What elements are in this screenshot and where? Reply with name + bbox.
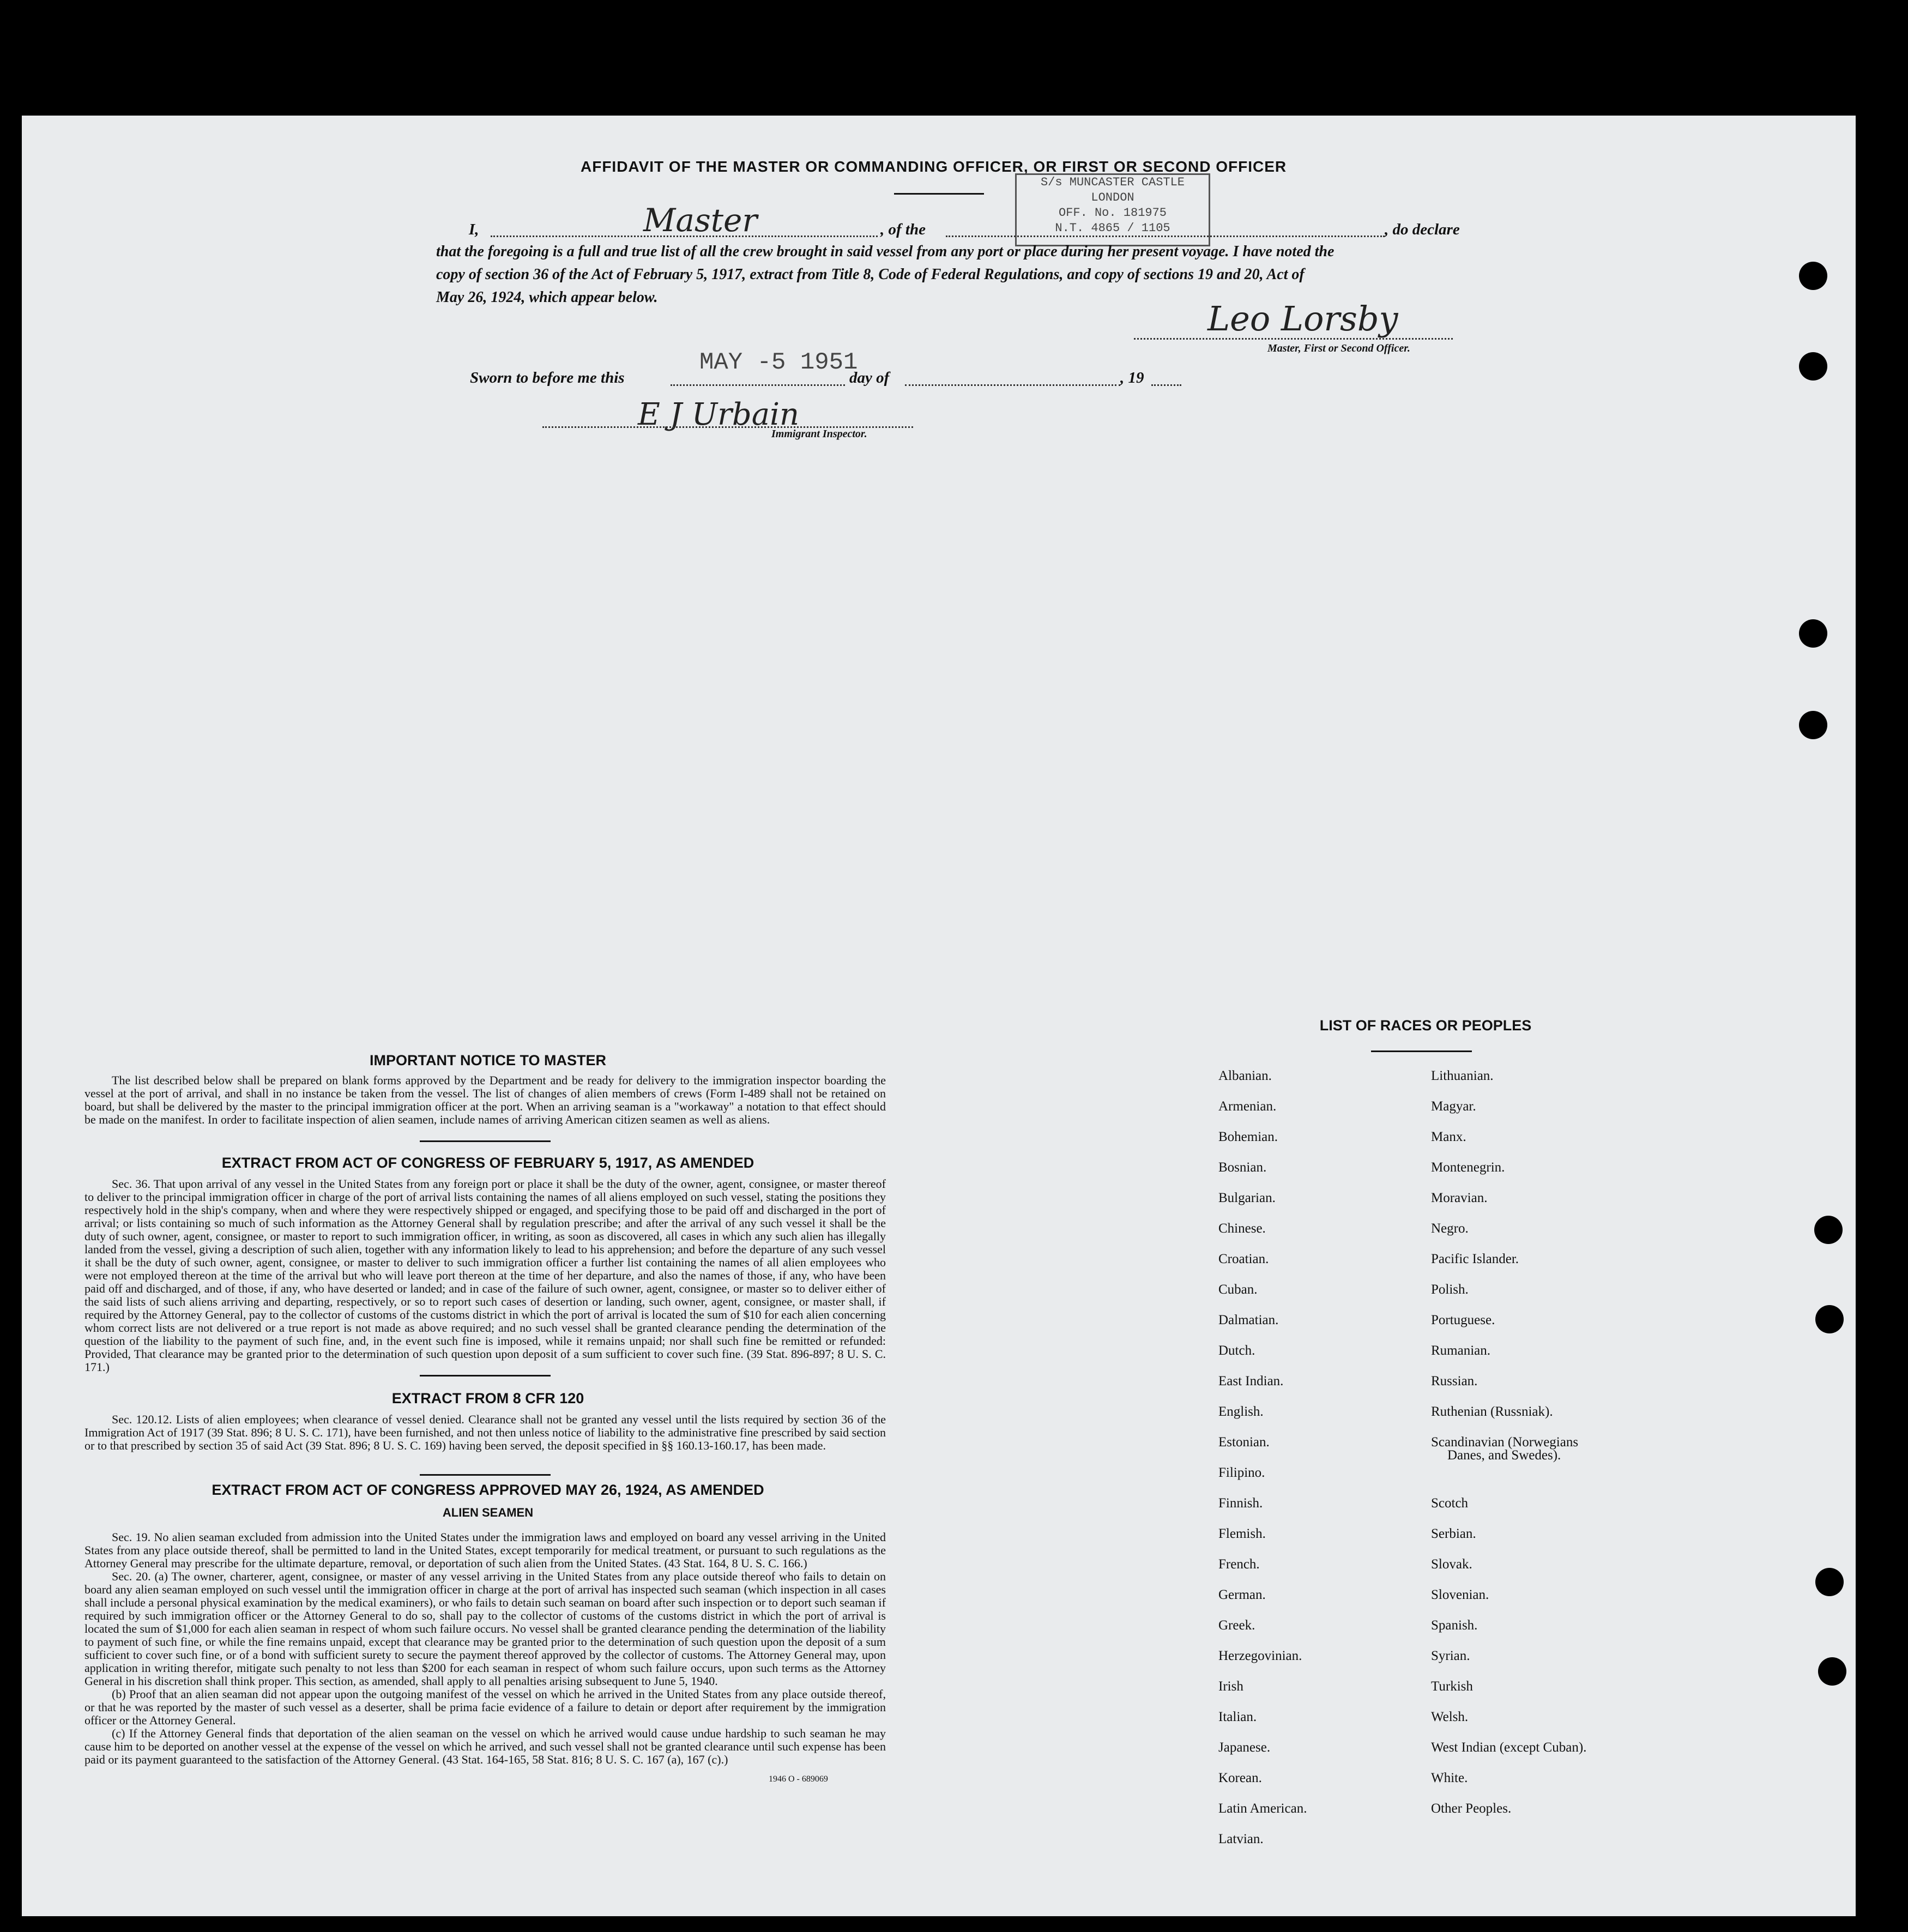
races-heading: LIST OF RACES OR PEOPLES bbox=[1319, 1017, 1532, 1034]
rule-1 bbox=[420, 1140, 551, 1142]
extract-cfr-body bbox=[84, 1413, 886, 1452]
stamp-line-2: LONDON bbox=[1091, 191, 1134, 204]
race-item: Scotch bbox=[1431, 1496, 1469, 1511]
sworn-day-of: day of bbox=[849, 369, 890, 387]
vessel-blank bbox=[946, 236, 1385, 237]
binder-hole bbox=[1815, 1305, 1844, 1333]
handwritten-name: Master bbox=[643, 202, 758, 239]
affidavit-title: AFFIDAVIT OF THE MASTER OR COMMANDING OFFICER, OR FIRST OR SECOND OFFICER bbox=[581, 158, 1287, 175]
sworn-label: Sworn to before me this bbox=[470, 369, 625, 387]
race-item: Cuban. bbox=[1218, 1282, 1258, 1297]
sworn-year: , 19 bbox=[1120, 369, 1144, 387]
race-item: Finnish. bbox=[1218, 1496, 1263, 1511]
race-item: Lithuanian. bbox=[1431, 1068, 1494, 1083]
extract-1917-heading: EXTRACT FROM ACT OF CONGRESS OF FEBRUARY 5, 1917, AS AMENDED bbox=[221, 1155, 754, 1171]
sec-20c-text: (c) If the Attorney General finds that deportation of the alien seaman on the vessel on which he arrived would cause undue hardship to such seaman he may cause him to be deported on another vessel at the expense of the vessel on which he arrived, and such vessel shall not be granted clearance until such expense has been paid or its payment guaranteed to the satisfaction of the Attorney General. (43 Stat. 164-165, 58 Stat. 816; 8 U. S. C. 167 (a), 167 (c).) bbox=[84, 1726, 886, 1766]
sworn-year-blank bbox=[1151, 384, 1181, 386]
sec-20b-text: (b) Proof that an alien seaman did not appear upon the outgoing manifest of the vessel on which he arrived in the United States from any place outside thereof, or that he was reported by the master of such vessel as a deserter, shall be prima facie evidence of a failure to detain or deport after requirement by the immigration officer or the Attorney General. bbox=[84, 1687, 886, 1727]
affidavit-i: I, bbox=[469, 221, 479, 238]
date-stamp: MAY -5 1951 bbox=[699, 349, 858, 376]
affidavit-line-3: copy of section 36 of the Act of February 5, 1917, extract from Title 8, Code of Federal Regulations, and copy of sections 19 and 20, Act of bbox=[436, 266, 1305, 283]
binder-hole bbox=[1815, 1568, 1844, 1596]
notice-body bbox=[84, 1074, 886, 1126]
race-item: Albanian. bbox=[1218, 1068, 1272, 1083]
race-item: Magyar. bbox=[1431, 1099, 1476, 1114]
race-item: West Indian (except Cuban). bbox=[1431, 1740, 1587, 1755]
stamp-line-4: N.T. 4865 / 1105 bbox=[1055, 221, 1170, 235]
extract-1924-heading: EXTRACT FROM ACT OF CONGRESS APPROVED MAY 26, 1924, AS AMENDED bbox=[212, 1482, 764, 1498]
race-item: Herzegovinian. bbox=[1218, 1649, 1302, 1663]
race-item: Welsh. bbox=[1431, 1710, 1469, 1724]
race-item: Montenegrin. bbox=[1431, 1160, 1505, 1175]
binder-hole bbox=[1799, 262, 1827, 290]
sec-19-text: Sec. 19. No alien seaman excluded from admission into the United States under the immigration laws and employed on board any vessel arriving in the United States from any place outside thereof, shall be permitted to land in the United States, except temporarily for medical treatment, or pursuant to such regulations as the Attorney General may prescribe for the ultimate departure, removal, or deportation of such alien from the United States. (43 Stat. 164, 8 U. S. C. 166.) bbox=[84, 1530, 886, 1570]
binder-hole bbox=[1818, 1657, 1846, 1686]
notice-heading: IMPORTANT NOTICE TO MASTER bbox=[370, 1052, 606, 1068]
extract-1917-text: Sec. 36. That upon arrival of any vessel in the United States from any foreign port or place it shall be the duty of the owner, agent, consignee, or master thereof to deliver to the principal immigration officer in charge of the port of arrival lists containing the names of all aliens employed on such vessel, stating the positions they respectively hold in the ship's company, when and where they were respectively shipped or engaged, and specifying those to be paid off and discharged in the port of arrival; or lists containing so much of such information as the Attorney General shall by regulation prescribe; and after the arrival of any such vessel it shall be the duty of such owner, agent, consignee, or master to report to such immigration officer, in writing, as soon as discovered, all cases in which any such alien has illegally landed from the vessel, giving a description of such alien, together with any information likely to lead to his apprehension; and before the departure of any such vessel it shall be the duty of such owner, agent, consignee, or master to deliver to such immigration officer a further list containing the names of all alien employees who were not employed thereon at the time of the arrival but who will leave port thereon at the time of her departure, and also the names of those, if any, who have been paid off and discharged, and of those, if any, who have deserted or landed; and in case of the failure of such owner, agent, consignee, or master so to deliver either of the said lists of such aliens arriving and departing, respectively, or so to report such cases of desertion or landing, such owner, agent, consignee, or master shall, if required by the Attorney General, pay to the collector of customs of the customs district in which the port of arrival is located the sum of $10 for each alien concerning whom correct lists are not delivered or a true report is not made as above required; and no such vessel shall be granted clearance pending the determination of the question of the liability to the payment of such fine, and, in the event such fine is imposed, while it remains unpaid; nor shall such fine be remitted or refunded: Provided, That clearance may be granted prior to the determination of such question upon deposit of a sum sufficient to cover such fine. (39 Stat. 896-897; 8 U. S. C. 171.) bbox=[84, 1177, 886, 1374]
race-item: Filipino. bbox=[1218, 1465, 1265, 1480]
binder-hole bbox=[1799, 711, 1827, 739]
race-item: Syrian. bbox=[1431, 1649, 1470, 1663]
race-item: English. bbox=[1218, 1404, 1264, 1419]
race-item: Russian. bbox=[1431, 1374, 1478, 1388]
race-item: Irish bbox=[1218, 1679, 1243, 1694]
race-item: Bulgarian. bbox=[1218, 1191, 1276, 1205]
binder-hole bbox=[1814, 1216, 1843, 1244]
race-item: Latvian. bbox=[1218, 1832, 1264, 1846]
master-signature-line bbox=[1134, 338, 1453, 340]
race-item: Japanese. bbox=[1218, 1740, 1271, 1755]
inspector-signature: E J Urbain bbox=[638, 397, 800, 432]
race-item: Negro. bbox=[1431, 1221, 1469, 1236]
race-item: French. bbox=[1218, 1557, 1260, 1572]
extract-cfr-heading: EXTRACT FROM 8 CFR 120 bbox=[391, 1390, 584, 1406]
race-item: Latin American. bbox=[1218, 1801, 1307, 1816]
binder-hole bbox=[1799, 619, 1827, 648]
race-item: Dutch. bbox=[1218, 1343, 1255, 1358]
printer-code: 1946 O - 689069 bbox=[769, 1774, 828, 1784]
extract-1917-body bbox=[84, 1178, 886, 1374]
race-item: Pacific Islander. bbox=[1431, 1252, 1519, 1266]
master-signature: Leo Lorsby bbox=[1207, 299, 1398, 339]
sworn-day-blank bbox=[671, 384, 845, 386]
race-item: Scandinavian (Norwegians bbox=[1431, 1435, 1579, 1450]
race-item: East Indian. bbox=[1218, 1374, 1284, 1388]
title-rule bbox=[894, 193, 984, 195]
race-item: Rumanian. bbox=[1431, 1343, 1491, 1358]
extract-1924-subheading: ALIEN SEAMEN bbox=[442, 1506, 534, 1519]
inspector-caption: Immigrant Inspector. bbox=[771, 428, 867, 440]
notice-text: The list described below shall be prepared on blank forms approved by the Department and be ready for delivery to the immigration inspector boarding the vessel at the port of arrival, and shall in no instance be taken from the vessel. The list of changes of alien members of crews (Form I-489 shall not be retained on board, but shall be delivered by the master to the principal immigration officer at the port. When an arriving seaman is a "workaway" a notation to that effect should be made on the manifest. In order to facilitate inspection of alien seamen, include names of arriving American citizen seamen as well as aliens. bbox=[84, 1073, 886, 1126]
sec-20a-text: Sec. 20. (a) The owner, charterer, agent, consignee, or master of any vessel arriving in the United States from any place outside thereof who fails to detain on board any alien seaman employed on such vessel until the immigration officer in charge at the port of arrival has inspected such seaman (which inspection in all cases shall include a personal physical examination by the medical examiners), or who fails to detain such seaman on board after such inspection or to deport such seaman if required by such immigration officer or the Attorney General to do so, shall pay to the collector of customs of the customs district in which the port of arrival is located the sum of $1,000 for each alien seaman in respect of whom such failure occurs. No vessel shall be granted clearance pending the determination of the liability to payment of such fine, or while the fine remains unpaid, except that clearance may be granted prior to the determination of such question upon the deposit of a sum sufficient to cover such fine, or of a bond with sufficient surety to secure the payment thereof approved by the collector of customs. The Attorney General may, upon application in writing therefor, mitigate such penalty to not less than $200 for each seaman in respect of whom such failure occurs, upon such terms as the Attorney General in his discretion shall think proper. This section, as amended, shall apply to all penalties arising subsequent to June 5, 1940. bbox=[84, 1569, 886, 1688]
binder-hole bbox=[1799, 352, 1827, 381]
rule-2 bbox=[420, 1375, 551, 1376]
stamp-line-3: OFF. No. 181975 bbox=[1058, 206, 1167, 220]
affidavit-declare: , do declare bbox=[1385, 221, 1460, 238]
affidavit-line-4: May 26, 1924, which appear below. bbox=[436, 289, 658, 306]
race-item: Korean. bbox=[1218, 1771, 1262, 1785]
race-item: Turkish bbox=[1431, 1679, 1473, 1694]
race-item: Slovenian. bbox=[1431, 1587, 1489, 1602]
race-item: Serbian. bbox=[1431, 1526, 1476, 1541]
race-item: Portuguese. bbox=[1431, 1313, 1495, 1327]
race-item: Polish. bbox=[1431, 1282, 1469, 1297]
race-item: German. bbox=[1218, 1587, 1266, 1602]
race-item: Italian. bbox=[1218, 1710, 1257, 1724]
race-item: Dalmatian. bbox=[1218, 1313, 1279, 1327]
race-item: Greek. bbox=[1218, 1618, 1255, 1633]
rule-3 bbox=[420, 1474, 551, 1476]
race-item: Armenian. bbox=[1218, 1099, 1277, 1114]
race-item: Bosnian. bbox=[1218, 1160, 1267, 1175]
race-item: Danes, and Swedes). bbox=[1447, 1448, 1561, 1463]
affidavit-line-2: that the foregoing is a full and true list of all the crew brought in said vessel from any port or place during her present voyage. I have noted the bbox=[436, 243, 1335, 260]
affidavit-of-the: , of the bbox=[880, 221, 926, 238]
races-rule bbox=[1371, 1050, 1472, 1052]
sworn-month-blank bbox=[905, 384, 1120, 386]
extract-1924-body bbox=[84, 1531, 886, 1766]
race-item: Manx. bbox=[1431, 1130, 1466, 1144]
race-item: White. bbox=[1431, 1771, 1468, 1785]
stamp-line-1: S/s MUNCASTER CASTLE bbox=[1040, 176, 1185, 189]
race-item: Flemish. bbox=[1218, 1526, 1266, 1541]
race-item: Chinese. bbox=[1218, 1221, 1266, 1236]
race-item: Moravian. bbox=[1431, 1191, 1488, 1205]
race-item: Croatian. bbox=[1218, 1252, 1269, 1266]
master-caption: Master, First or Second Officer. bbox=[1267, 342, 1410, 354]
race-item: Slovak. bbox=[1431, 1557, 1472, 1572]
race-item: Bohemian. bbox=[1218, 1130, 1278, 1144]
extract-cfr-text: Sec. 120.12. Lists of alien employees; when clearance of vessel denied. Clearance shall not be granted any vessel until the lists required by section 36 of the Immigration Act of 1917 (39 Stat. 896; 8 U. S. C. 171), have been furnished, and not then unless notice of liability to the administrative fine prescribed by said section or to that prescribed by section 35 of said Act (39 Stat. 896; 8 U. S. C. 169) having been served, the deposit specified in §§ 160.13-160.17, has been made. bbox=[84, 1412, 886, 1452]
race-item: Other Peoples. bbox=[1431, 1801, 1512, 1816]
race-item: Spanish. bbox=[1431, 1618, 1478, 1633]
race-item: Estonian. bbox=[1218, 1435, 1270, 1450]
race-item: Ruthenian (Russniak). bbox=[1431, 1404, 1553, 1419]
